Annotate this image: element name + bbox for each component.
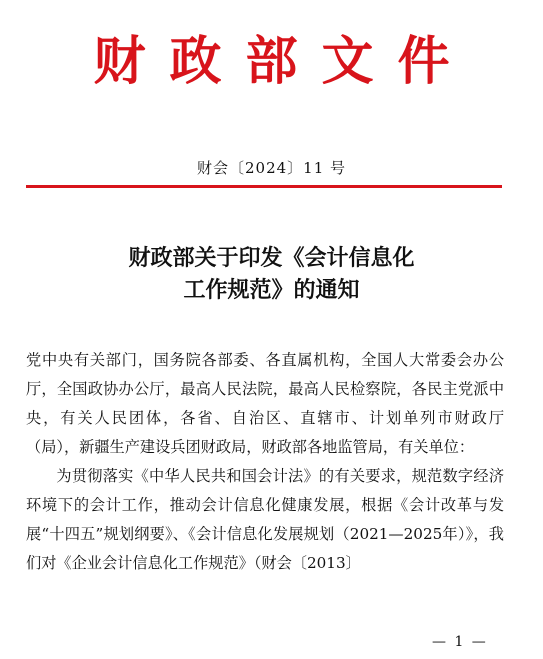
red-divider-line (26, 185, 502, 188)
page-number: — 1 — (432, 634, 488, 650)
notice-title-line-2: 工作规范》的通知 (183, 277, 360, 303)
body-paragraph: 为贯彻落实《中华人民共和国会计法》的有关要求，规范数字经济环境下的会计工作，推动会计信息化健康发展，根据《会计改革与发展“十四五”规划纲要》、《会计信息化发展规划（2021—2025年）》，我们对《企业会计信息化工作规范》（财会〔2013〕 (26, 467, 504, 572)
document-number: 财会〔2024〕11 号 (196, 159, 347, 177)
document-header-title: 财政部文件 (93, 31, 474, 92)
document-body (26, 346, 504, 578)
notice-title-line-1: 财政部关于印发《会计信息化 (128, 245, 415, 271)
notice-title (0, 242, 543, 306)
addressee-list: 党中央有关部门，国务院各部委、各直属机构，全国人大常委会办公厅，全国政协办公厅，最高人民法院，最高人民检察院，各民主党派中央，有关人民团体，各省、自治区、直辖市、计划单列市财政厅（局），新疆生产建设兵团财政局，财政部各地监管局，有关单位： (26, 351, 504, 456)
